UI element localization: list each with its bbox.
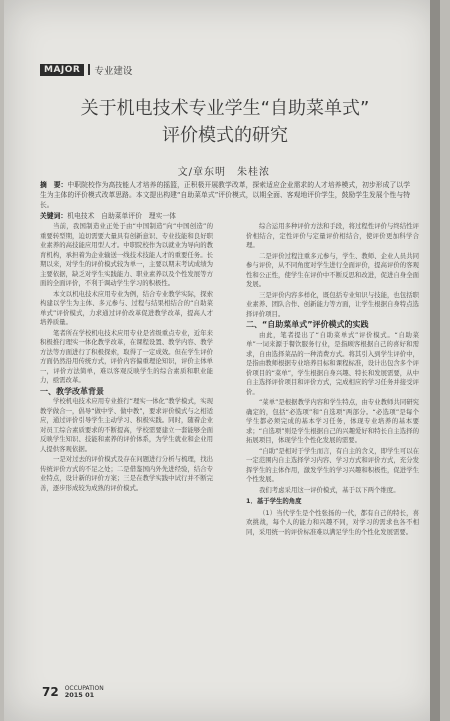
paragraph: “菜单”是根据教学内容和学生特点，由专业教师共同研究确定的，包括“必选项”和“自选项”两部分。“必选项”是每个学生都必须完成的基本学习任务，体现专业培养的基本要求；“自选项”则是学生根据自己的兴趣爱好和特长自主选择的拓展项目，体现学生个性化发展的需要。 (246, 398, 419, 444)
paragraph: 我们考虑采用这一评价模式，基于以下两个维度。 (259, 485, 400, 494)
magazine-page (4, 0, 440, 721)
title-line-2: 评价模式的研究 (162, 125, 288, 146)
tag-divider (88, 64, 90, 75)
magazine-name: OCCUPATION (64, 685, 104, 692)
article-title (42, 95, 408, 149)
issue-number: 01 (85, 691, 95, 699)
article-authors: 文/章东明 朱桂浓 (177, 167, 270, 178)
major-logo: MAJOR (40, 64, 84, 76)
paragraph: 学校机电技术应用专业推行“理实一体化”教学模式，实现教学做合一，倡导“做中学、做中教”，要求评价模式与之相适应，通过评价引导学生主动学习、积极实践。同时，随着企业对员工综合素质要求的不断提高，学校需要建立一套能够全面反映学生知识、技能和素养的评价体系，为学生就业和企业用人提供客观依据。 (40, 397, 213, 453)
paragraph: 综合运用多种评价方法和手段，将过程性评价与终结性评价相结合，定性评价与定量评价相结合，使评价更加科学合理。 (246, 222, 419, 249)
keywords (40, 211, 410, 221)
bleed-through-text (10, 6, 430, 20)
column-label: 专业建设 (94, 65, 133, 77)
paragraph: 当前，我国制造业正处于由“中国制造”向“中国创造”的重要转型期，迫切需要大量具有创新意识、专业技能和良好职业素养的高技能应用型人才。中职院校作为以就业为导向的教育机构，承担着为企业输送一线技术技能人才的重要任务。长期以来，对学生的评价模式较为单一，主要以期末考试成绩为主要依据，缺乏对学生实践能力、职业素养以及个性发展等方面的全面评价，不利于调动学生学习的积极性。 (40, 222, 213, 287)
keywords-label: 关键词： (40, 211, 68, 220)
right-column (246, 222, 419, 538)
paragraph: 本文以机电技术应用专业为例，结合专业教学实际，探索构建以学生为主体、多元参与、过程与结果相结合的“自助菜单式”评价模式，力求通过评价改革促进教学改革，提高人才培养质量。 (40, 289, 213, 326)
paragraph: 三是评价内容多样化，既包括专业知识与技能，也包括职业素养、团队合作、创新能力等方面，让学生根据自身特点选择评价项目。 (246, 290, 419, 318)
abstract-body (40, 180, 410, 211)
left-column (40, 222, 213, 494)
column-tag (40, 63, 132, 76)
paragraph: 二是评价过程注重多元参与，学生、教师、企业人员共同参与评价，从不同角度对学生进行全面评价，提高评价的客观性和公正性，使学生在评价中不断反思和改进，促进自身全面发展。 (246, 251, 419, 288)
paragraph: 笔者所在学校机电技术应用专业是省级重点专业，近年来积极推行理实一体化教学改革，在课程设置、教学内容、教学方法等方面进行了积极探索，取得了一定成效。但在学生评价方面仍然沿用传统方式，评价内容偏重理论知识，评价主体单一，评价方法简单，难以客观反映学生的综合素质和职业能力，亟需改革。 (40, 328, 213, 384)
subsection-heading: 1．基于学生的角度 (246, 497, 302, 505)
abstract (40, 180, 410, 221)
section-heading-2: 二、“自助菜单式”评价模式的实践 (246, 320, 369, 329)
magazine-info (65, 685, 104, 699)
paragraph: 一是对过去的评价模式及存在问题进行分析与梳理，找出传统评价方式的不足之处；二是借鉴国内外先进经验，结合专业特点，设计新的评价方案；三是在教学实践中试行并不断完善，逐步形成较为成熟的评价模式。 (40, 455, 213, 492)
abstract-label: 摘 要： (40, 181, 68, 189)
abstract-text: 中职院校作为高技能人才培养的摇篮，正积极开展教学改革，探索适应企业需求的人才培养模式，初步形成了以学生为主体的评价模式改革思路。本文提出构建“自助菜单式”评价模式，以期全面、客观地评价学生，鼓励学生发展个性与特长。 (40, 181, 411, 210)
paragraph: （1）当代学生是个性张扬的一代，都有自己的特长，喜欢挑战，每个人的能力和兴趣不同，对学习的需求也各不相同，采用统一的评价标准难以满足学生的个性化发展需要。 (246, 508, 419, 536)
page-edge-shadow (430, 0, 440, 721)
section-heading-1: 一、教学改革背景 (40, 386, 104, 396)
page-number: 72 (42, 685, 59, 699)
keywords-text: 机电技术 自助菜单评价 理实一体 (67, 211, 176, 220)
paragraph: 由此，笔者提出了“自助菜单式”评价模式。“自助菜单”一词来源于餐饮服务行业，是指顾客根据自己的喜好和需求，自由选择菜品的一种消费方式。将其引入到学生评价中，是指由教师根据专业培养目标和课程标准，设计出包含多个评价项目的“菜单”，学生根据自身兴趣、特长和发展需要，从中自主选择评价项目和评价方式，完成相应的学习任务并接受评价。 (246, 330, 419, 396)
title-line-1: 关于机电技术专业学生“自助菜单式” (80, 98, 370, 119)
paragraph: “自助”是相对于学生而言，有自主的含义，即学生可以在一定范围内自主选择学习内容、学习方式和评价方式，充分发挥学生的主体作用，激发学生的学习兴趣和积极性，促进学生个性发展。 (246, 446, 419, 483)
page-footer (42, 685, 104, 699)
issue-year: 2015 (64, 691, 83, 699)
